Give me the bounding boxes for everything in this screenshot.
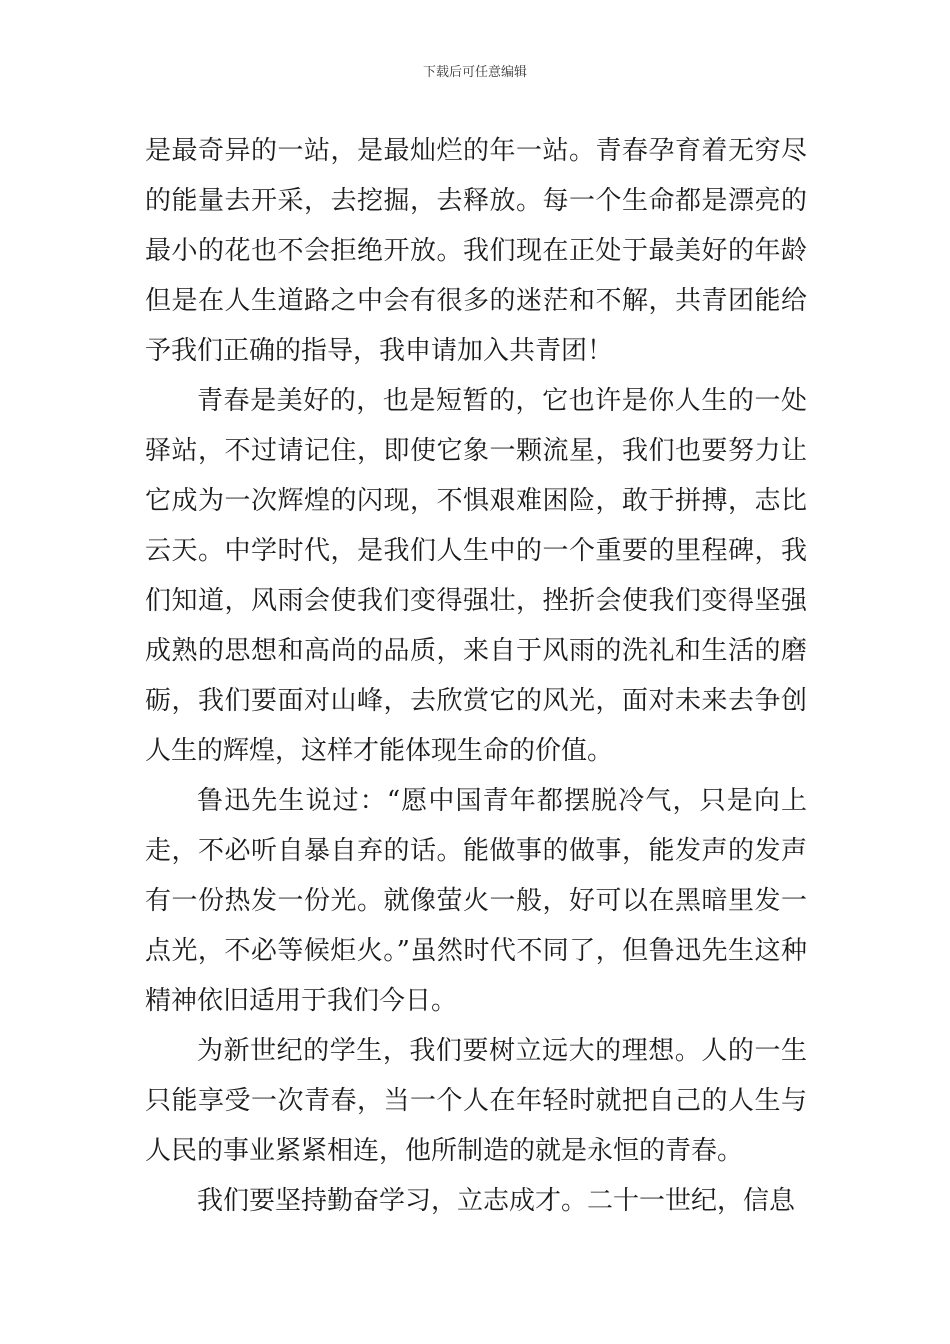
paragraph-5: 我们要坚持勤奋学习，立志成才。二十一世纪，信息 xyxy=(197,1186,796,1216)
paragraph-4: 为新世纪的学生，我们要树立远大的理想。人的一生只能享受一次青春，当一个人在年轻时就把自己的人生与人民的事业紧紧相连，他所制造的就是永恒的青春。 xyxy=(145,1036,807,1166)
paragraph-2: 青春是美好的，也是短暂的，它也许是你人生的一处驿站，不过请记住，即使它象一颗流星，我们也要努力让它成为一次辉煌的闪现，不惧艰难困险，敢于拼搏，志比云天。中学时代，是我们人生中的一个重要的里程碑，我们知道，风雨会使我们变得强壮，挫折会使我们变得坚强成熟的思想和高尚的品质，来自于风雨的洗礼和生活的磨砺，我们要面对山峰，去欣赏它的风光，面对未来去争创人生的辉煌，这样才能体现生命的价值。 xyxy=(145,386,807,766)
document-body xyxy=(145,126,807,1226)
paragraph-3: 鲁迅先生说过：“愿中国青年都摆脱冷气，只是向上走，不必听自暴自弃的话。能做事的做事，能发声的发声有一份热发一份光。就像萤火一般，好可以在黑暗里发一点光，不必等候炬火。”虽然时代不同了，但鲁迅先生这种精神依旧适用于我们今日。 xyxy=(145,786,807,1016)
page-header: 下载后可任意编辑 xyxy=(422,65,527,80)
paragraph-1: 是最奇异的一站，是最灿烂的年一站。青春孕育着无穷尽的能量去开采，去挖掘，去释放。每一个生命都是漂亮的最小的花也不会拒绝开放。我们现在正处于最美好的年龄但是在人生道路之中会有很多的迷茫和不解，共青团能给予我们正确的指导，我申请加入共青团！ xyxy=(145,136,807,366)
